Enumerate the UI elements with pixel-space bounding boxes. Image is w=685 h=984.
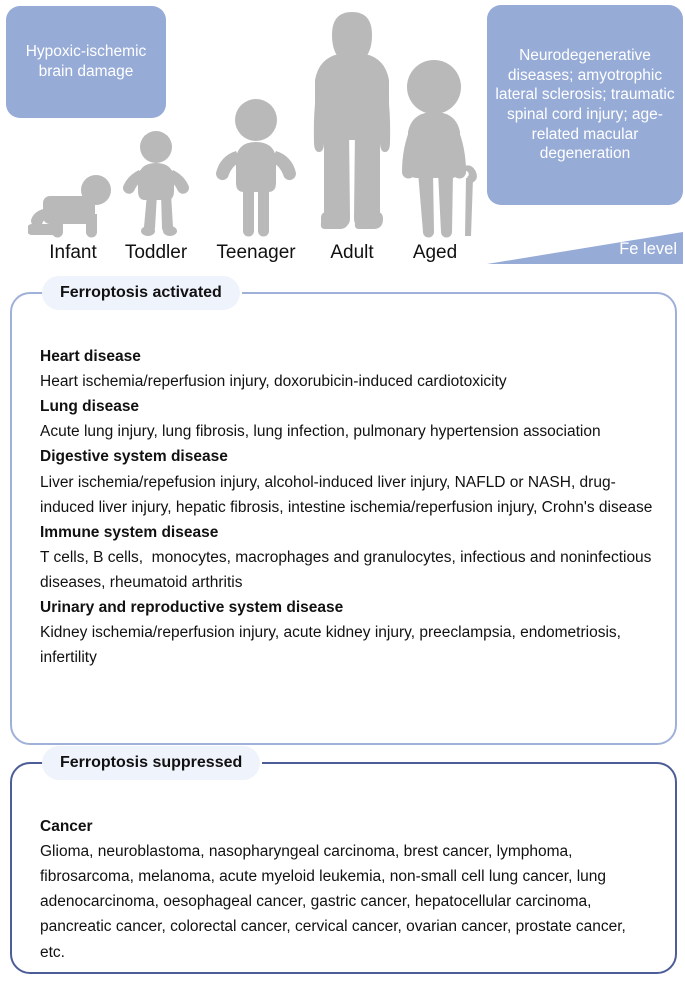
group-title: Urinary and reproductive system disease	[40, 599, 344, 617]
group-text: Acute lung injury, lung fibrosis, lung infection, pulmonary hypertension association	[40, 423, 601, 441]
ferroptosis-activated-badge: Ferroptosis activated	[42, 276, 240, 310]
toddler-icon	[120, 130, 192, 238]
ferroptosis-suppressed-box	[10, 754, 677, 974]
adult-icon	[311, 10, 393, 238]
crawling-infant-icon	[28, 168, 118, 238]
age-label-teenager: Teenager	[216, 242, 296, 263]
group-title: Immune system disease	[40, 523, 219, 541]
age-label-toddler: Toddler	[124, 242, 188, 263]
disease-group	[40, 814, 653, 965]
ferroptosis-suppressed-badge: Ferroptosis suppressed	[42, 746, 260, 780]
fe-level-label: Fe level	[619, 240, 677, 258]
disease-group	[40, 394, 653, 444]
disease-group	[40, 595, 653, 670]
disease-group	[40, 344, 653, 394]
lifespan-panel	[0, 0, 685, 278]
teenager-icon	[214, 98, 298, 238]
disease-group	[40, 520, 656, 595]
group-text: Liver ischemia/repefusion injury, alcohol-induced liver injury, NAFLD or NASH, drug-induced liver injury, hepatic fibrosis, intestine ischemia/reperfusion injury, Crohn's disease	[40, 473, 653, 516]
group-text: Kidney ischemia/reperfusion injury, acute kidney injury, preeclampsia, endometriosis, infertility	[40, 624, 626, 667]
aged-person-with-cane-icon	[396, 58, 482, 238]
callout-infant-disease	[6, 6, 166, 118]
group-text: Heart ischemia/reperfusion injury, doxorubicin-induced cardiotoxicity	[40, 373, 507, 391]
group-title: Heart disease	[40, 348, 141, 365]
ferroptosis-suppressed-content	[40, 814, 653, 965]
group-title: Digestive system disease	[40, 448, 228, 466]
age-label-adult: Adult	[330, 242, 374, 263]
group-title: Lung disease	[40, 398, 140, 416]
group-text: Glioma, neuroblastoma, nasopharyngeal carcinoma, brest cancer, lymphoma, fibrosarcoma, melanoma, acute myeloid leukemia, non-small cell lung cancer, lung adenocarcinoma, oesophageal cancer, gastric cancer, hepatocellular carcinoma, pancreatic cancer, colorectal cancer, cervical cancer, ovarian cancer, prostate cancer, etc.	[40, 843, 631, 961]
group-title: Cancer	[40, 818, 93, 835]
callout-aged-disease	[487, 5, 683, 205]
ferroptosis-activated-box	[10, 284, 677, 745]
callout-infant-text: Hypoxic-ischemic brain damage	[25, 43, 147, 80]
disease-group	[40, 444, 653, 519]
callout-aged-text: Neurodegenerative diseases; amyotrophic lateral sclerosis; traumatic spinal cord injury; age-related macular degeneration	[495, 47, 675, 163]
age-label-aged: Aged	[412, 242, 458, 263]
group-text: T cells, B cells, monocytes, macrophages and granulocytes, infectious and noninfectious diseases, rheumatoid arthritis	[40, 548, 656, 591]
ferroptosis-activated-content	[40, 344, 656, 670]
age-label-infant: Infant	[49, 242, 97, 263]
